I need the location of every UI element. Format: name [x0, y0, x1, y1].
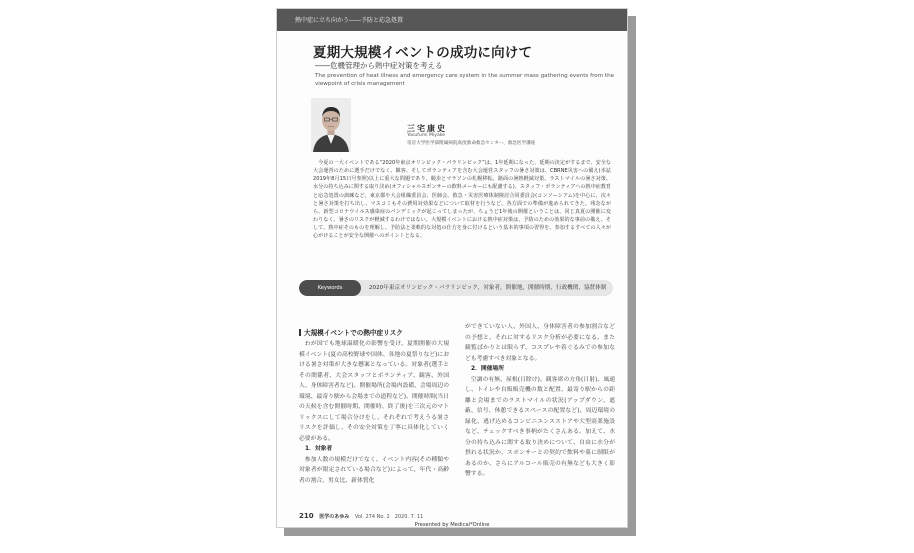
body-column-right: [465, 322, 615, 506]
body-paragraph: ができていない人、外国人、身体障害者の参加割合などの予想と、それに対するリスク分析が必要になる。また観覧ばかりとは限らず、コスプレや着ぐるみでの参加なども考慮すべき対象となる。: [465, 324, 615, 362]
presented-by: Presented by Medical*Online: [414, 522, 490, 528]
series-header-bar: [277, 9, 627, 31]
series-label: 熱中症に立ち向かう――予防と応急処置: [295, 17, 404, 24]
author-affiliation: 帝京大学医学部附属病院高度救命救急センター、救急医学講座: [407, 141, 536, 146]
article-subtitle: ――危機管理から熱中症対策を考える: [315, 61, 443, 70]
keywords-box: [299, 280, 613, 296]
abstract: 今夏の一大イベントである“2020年東京オリンピック・パラリンピック”は、1年延期になった。延期の決定がするまで、安全な大会運営のために選手だけでなく、観客、そしてボランティアを含む大会運営スタッフの暑さ対策は、CBRNE災害への備え(本誌2019年8月15日号参照)以上に重大な問題であり、競歩とマラソンの札幌移転、路面の暑熱軽減対策、ラストマイルの暑さ対策、水分の持ち込みに関する取り決め(オフィシャルスポンサーの飲料メーカーにも配慮する)、スタッフ・ボランティアへの熱中症教育と応急処置の訓練など、東京都や大会組織委員会、医師会、救急・災害医療体制検討合同委員会(コンソーシアム)を中心に、次々と暑さ対策を打ち出し、マスコミもその費用対効果などについて取材を行うなど、各方面での準備が進められてきた。残念ながら、新型コロナウイルス感染症のパンデミックが起こってしまったが、ちょうど1年後の開催ということは、同じ真夏の開催に変わりなく、暑さのリスクが軽減するわけではない。大規模イベントにおける熱中症対策は、予防のための効果的な事前の備え、そして、熱中症そのものを理解し、予防法と柔軟的な対処の仕方を身に付けるという基本的事項の習得を、参加するすべての人々が心がけることが安全な開催へのポイントとなる。: [313, 160, 611, 240]
body-column-left: [299, 327, 449, 505]
author-name: 三宅康史: [407, 124, 447, 133]
page-number: 210: [299, 512, 314, 520]
author-portrait-icon: [311, 98, 351, 152]
section-heading-text: 大規模イベントでの熱中症リスク: [304, 329, 403, 337]
heading-bar-icon: [299, 329, 301, 336]
article-title: 夏期大規模イベントの成功に向けて: [313, 45, 533, 61]
author-photo: [311, 98, 351, 152]
article-page: [276, 8, 628, 528]
subsection-heading: 1．対象者: [305, 446, 333, 452]
subsection-heading: 2．開催場所: [471, 366, 505, 372]
journal-name: 医学のあゆみ: [319, 514, 350, 520]
author-name-english: Yasufumi Miyake: [407, 133, 446, 138]
page-footer: [299, 512, 423, 520]
section-heading: [299, 327, 449, 339]
journal-issue: Vol. 274 No. 2 2020. 7. 11: [354, 514, 424, 520]
keywords-text: 2020年東京オリンピック・パラリンピック，対象者，開催地，開催時期，行政機関，協賛体制: [369, 285, 607, 291]
body-paragraph: わが国でも地球温暖化の影響を受け、夏期開催の大規模イベント(夏の高校野球や国体、各地の夏祭りなど)における暑さ対策が大きな懸案となっている。対象者(選手とその関係者、大会スタッフとボランティア、観客、外国人、身体障害者など)、開催場所(会場内設備、会場周辺の環境、最寄り駅から会場までの道程など)、開催時間(当日の天候を含む開催時期、開催時、終了後)を三次元のマトリックスにして場合分けをし、それぞれで考えうる暑さリスクを評価し、その安全対策を丁寧に具体化していく必要がある。: [299, 341, 449, 442]
body-paragraph: 参加人数の規模だけでなく、イベント内容(その種類や対象者が限定されている場合など)によって、年代・高齢者の割合、男女比、新体質化: [299, 456, 449, 484]
keywords-label: Keywords: [299, 280, 361, 296]
body-paragraph: 空調の有無、屋根(日除け)、観客席の方角(日射)、風通し、トイレや自販販売機の数と配置、最寄り駅からの距離と会場までのラストマイルの状況(アップダウン、遮蔽、信号、休憩できるスペースの配置など)、周辺環境の緑化、逃げ込めるコンビニエンスストアや大型商業施設など、チェックすべき事柄がたくさんある。加えて、水分の持ち込みに関する取り決めについて、自由に水分が摂れる状況か、スポンサーとの契約で飲料や菓に制限があるのか、さらにアルコール販売の有無なども大きく影響する。: [465, 376, 615, 477]
english-title: The prevention of heat illness and emergency care system in the summer mass gathering events from the viewpoint of crisis management: [315, 73, 615, 87]
